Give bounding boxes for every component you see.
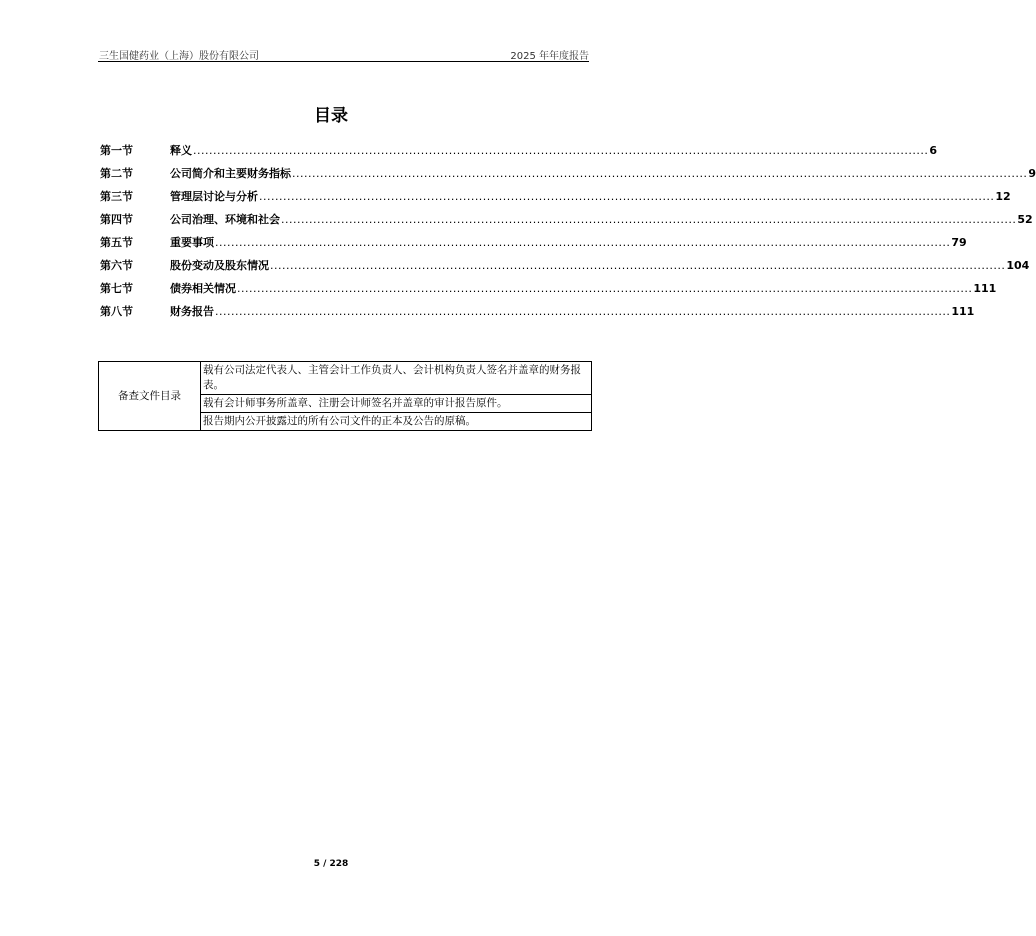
reference-table-label: 备查文件目录 xyxy=(99,362,201,431)
reference-item: 载有会计师事务所盖章、注册会计师签名并盖章的审计报告原件。 xyxy=(201,395,592,413)
page-number: 5 / 228 xyxy=(313,859,349,869)
toc-page-number: 6 xyxy=(929,144,938,157)
table-of-contents xyxy=(100,142,1036,326)
toc-section-number: 第五节 xyxy=(100,236,133,249)
toc-section-title: 财务报告 xyxy=(170,305,214,318)
toc-entry[interactable] xyxy=(100,188,1011,211)
toc-entry[interactable] xyxy=(100,211,1033,234)
toc-section-number: 第四节 xyxy=(100,213,133,226)
toc-page-number: 79 xyxy=(951,236,967,249)
toc-leader-dots: ........................................................................................................................................................................................ xyxy=(193,144,929,157)
toc-section-number: 第一节 xyxy=(100,144,133,157)
toc-section-number: 第七节 xyxy=(100,282,133,295)
toc-entry[interactable] xyxy=(100,142,938,165)
header-report-name: 2025 年年度报告 xyxy=(510,51,589,62)
toc-page-number: 111 xyxy=(973,282,997,295)
toc-page-number: 111 xyxy=(951,305,975,318)
toc-page-number: 104 xyxy=(1006,259,1030,272)
toc-section-title: 债券相关情况 xyxy=(170,282,236,295)
toc-leader-dots: ........................................................................................................................................................................................ xyxy=(270,259,1006,272)
toc-section-title: 公司简介和主要财务指标 xyxy=(170,167,291,180)
toc-leader-dots: ........................................................................................................................................................................................ xyxy=(292,167,1028,180)
reference-item: 载有公司法定代表人、主管会计工作负责人、会计机构负责人签名并盖章的财务报表。 xyxy=(201,362,592,395)
toc-entry[interactable] xyxy=(100,303,975,326)
toc-leader-dots: ........................................................................................................................................................................................ xyxy=(215,305,951,318)
toc-section-title: 管理层讨论与分析 xyxy=(170,190,258,203)
toc-page-number: 9 xyxy=(1028,167,1036,180)
toc-section-title: 重要事项 xyxy=(170,236,214,249)
toc-page-number: 52 xyxy=(1017,213,1033,226)
toc-section-number: 第三节 xyxy=(100,190,133,203)
toc-leader-dots: ........................................................................................................................................................................................ xyxy=(281,213,1017,226)
toc-section-title: 释义 xyxy=(170,144,192,157)
toc-section-number: 第六节 xyxy=(100,259,133,272)
toc-leader-dots: ........................................................................................................................................................................................ xyxy=(215,236,951,249)
header-divider xyxy=(98,61,589,62)
toc-entry[interactable] xyxy=(100,257,1030,280)
toc-page-number: 12 xyxy=(995,190,1011,203)
toc-entry[interactable] xyxy=(100,234,967,257)
toc-section-title: 股份变动及股东情况 xyxy=(170,259,269,272)
toc-section-number: 第二节 xyxy=(100,167,133,180)
reference-item: 报告期内公开披露过的所有公司文件的正本及公告的原稿。 xyxy=(201,413,592,431)
toc-entry[interactable] xyxy=(100,165,1036,188)
toc-section-title: 公司治理、环境和社会 xyxy=(170,213,280,226)
table-row xyxy=(99,362,592,395)
page-title: 目录 xyxy=(314,106,348,126)
toc-entry[interactable] xyxy=(100,280,997,303)
toc-leader-dots: ........................................................................................................................................................................................ xyxy=(259,190,995,203)
reference-documents-table xyxy=(98,361,592,431)
toc-leader-dots: ........................................................................................................................................................................................ xyxy=(237,282,973,295)
header-company-name: 三生国健药业（上海）股份有限公司 xyxy=(99,51,259,62)
toc-section-number: 第八节 xyxy=(100,305,133,318)
